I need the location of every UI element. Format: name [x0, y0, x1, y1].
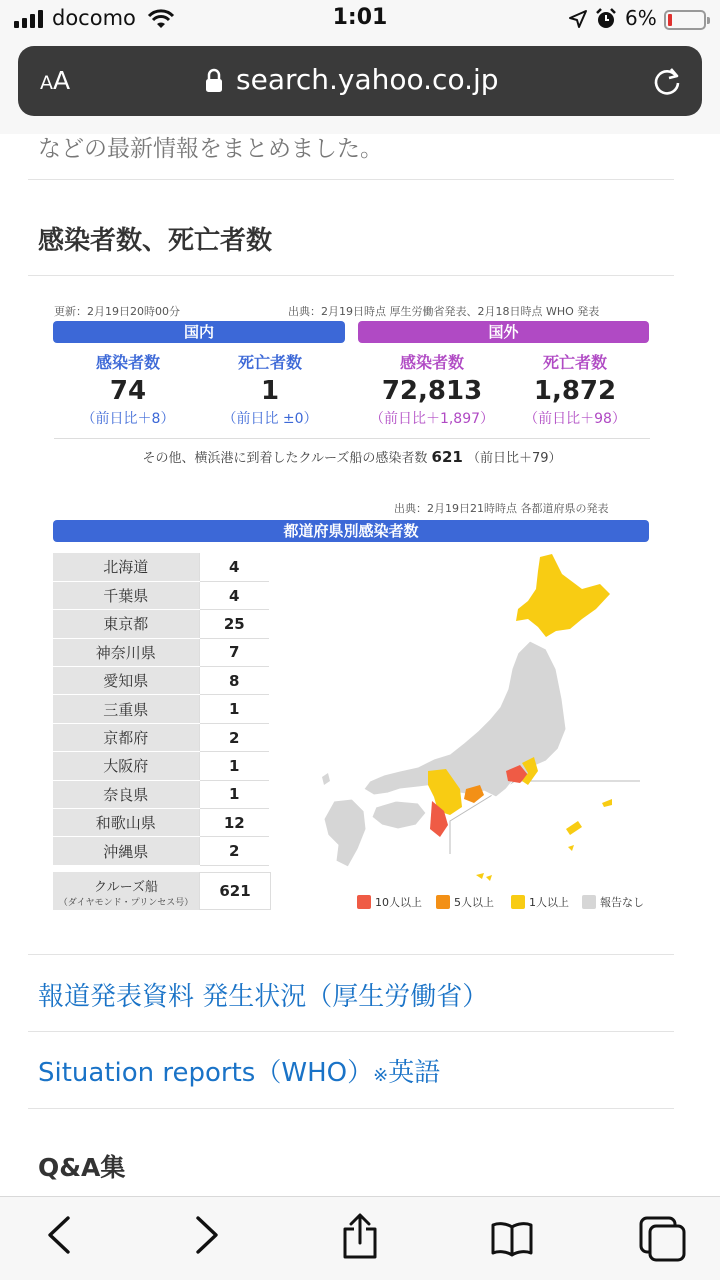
cruise-note-diff: （前日比＋79）	[467, 451, 562, 466]
table-row	[53, 837, 269, 865]
legend-label: 5人以上	[454, 896, 494, 909]
prefecture-name: 神奈川県	[53, 638, 199, 666]
divider	[28, 1031, 674, 1032]
address-bar[interactable]	[18, 46, 702, 116]
clock: 1:01	[332, 5, 388, 30]
section-title: 感染者数、死亡者数	[38, 226, 273, 256]
prefecture-name: 大阪府	[53, 752, 199, 780]
legend-swatch	[357, 895, 371, 909]
prefecture-count: 25	[199, 610, 269, 638]
battery-icon	[664, 10, 706, 30]
prefecture-count: 1	[199, 695, 269, 723]
okinawa-island	[602, 799, 612, 807]
overseas-infected	[357, 350, 507, 428]
table-row	[53, 638, 269, 666]
stat-label: 感染者数	[399, 353, 464, 372]
prefecture-count: 1	[199, 780, 269, 808]
lock-icon	[204, 68, 224, 98]
prefecture-count: 1	[199, 752, 269, 780]
legend-swatch	[582, 895, 596, 909]
share-icon[interactable]	[340, 1213, 380, 1265]
stat-diff: （前日比 ±0）	[222, 411, 318, 427]
cruise-note	[0, 447, 704, 466]
prefecture-band: 都道府県別感染者数	[53, 520, 649, 542]
prefecture-name: 東京都	[53, 610, 199, 638]
status-bar	[0, 0, 720, 42]
legend-item	[436, 894, 494, 910]
cruise-ship-subname: （ダイヤモンド・プリンセス号）	[58, 898, 194, 908]
prefecture-name: 三重県	[53, 695, 199, 723]
table-row	[53, 553, 269, 581]
table-row	[53, 695, 269, 723]
intro-text: などの最新情報をまとめました。	[38, 136, 383, 162]
prefecture-name: 奈良県	[53, 780, 199, 808]
alarm-icon	[594, 7, 618, 35]
who-link[interactable]	[38, 1052, 440, 1089]
carrier-name: docomo	[52, 6, 136, 30]
back-icon[interactable]	[44, 1215, 74, 1259]
stat-value: 1,872	[533, 376, 617, 406]
location-arrow-icon	[568, 9, 588, 33]
stat-label: 死亡者数	[542, 353, 607, 372]
cruise-ship-name: クルーズ船	[94, 880, 158, 895]
legend-label: 報告なし	[600, 896, 644, 909]
domestic-band: 国内	[53, 321, 345, 343]
bookmarks-icon[interactable]	[490, 1219, 534, 1263]
legend-item	[582, 894, 644, 910]
cruise-ship-label	[53, 872, 199, 910]
legend-item	[511, 894, 569, 910]
tabs-icon[interactable]	[638, 1215, 688, 1267]
okinawa-island	[566, 821, 582, 835]
okinawa-island	[568, 845, 574, 851]
browser-header	[0, 42, 720, 134]
page-content	[0, 134, 720, 1196]
legend-item	[357, 894, 422, 910]
prefecture-name: 京都府	[53, 723, 199, 751]
forward-icon[interactable]	[192, 1215, 222, 1259]
browser-toolbar	[0, 1196, 720, 1280]
prefecture-name: 北海道	[53, 553, 199, 581]
table-row	[53, 723, 269, 751]
prefecture-name: 沖縄県	[53, 837, 199, 865]
overseas-band: 国外	[358, 321, 649, 343]
summary-source: 出典：2月19日時点 厚生労働省発表、2月18日時点 WHO 発表	[288, 305, 600, 318]
island	[322, 773, 330, 785]
stat-diff: （前日比＋98）	[524, 411, 626, 427]
prefecture-count: 7	[199, 638, 269, 666]
prefecture-count: 4	[199, 581, 269, 609]
prefecture-table	[53, 553, 269, 866]
prefecture-source: 出典：2月19日21時時点 各都道府県の発表	[394, 502, 609, 515]
prefecture-count: 2	[199, 837, 269, 865]
prefecture-count: 2	[199, 723, 269, 751]
domestic-infected	[53, 350, 203, 428]
kyushu-region	[324, 799, 366, 867]
cruise-note-count: 621	[431, 448, 463, 466]
battery-percent: 6%	[625, 6, 657, 30]
hokkaido-region	[516, 554, 610, 637]
table-row	[53, 610, 269, 638]
prefecture-count: 8	[199, 667, 269, 695]
japan-map	[300, 549, 640, 889]
stat-value: 72,813	[381, 376, 483, 406]
divider	[28, 179, 674, 180]
table-row	[53, 752, 269, 780]
cruise-ship-row	[53, 872, 271, 910]
legend-swatch	[511, 895, 525, 909]
qa-heading: Q&A集	[38, 1153, 126, 1182]
mhlw-link[interactable]: 報道発表資料 発生状況（厚生労働省）	[38, 982, 489, 1012]
stat-label: 死亡者数	[237, 353, 302, 372]
okinawa-island	[486, 875, 492, 881]
domestic-deaths	[195, 350, 345, 428]
divider	[28, 275, 674, 276]
url-text[interactable]: search.yahoo.co.jp	[236, 63, 499, 96]
reload-icon[interactable]	[651, 65, 683, 101]
shikoku-region	[372, 801, 426, 829]
overseas-deaths	[500, 350, 650, 428]
table-row	[53, 809, 269, 837]
legend-label: 10人以上	[375, 896, 422, 909]
legend-label: 1人以上	[529, 896, 569, 909]
table-row	[53, 780, 269, 808]
stat-value: 74	[109, 376, 147, 406]
who-link-note: ※	[373, 1065, 389, 1086]
table-row	[53, 581, 269, 609]
stat-label: 感染者数	[95, 353, 160, 372]
prefecture-count: 12	[199, 809, 269, 837]
prefecture-name: 愛知県	[53, 667, 199, 695]
divider	[28, 1108, 674, 1109]
prefecture-name: 千葉県	[53, 581, 199, 609]
who-link-lang[interactable]: 英語	[388, 1058, 441, 1088]
stat-diff: （前日比＋1,897）	[369, 411, 495, 427]
divider	[54, 438, 650, 439]
cruise-note-text: その他、横浜港に到着したクルーズ船の感染者数	[142, 451, 428, 466]
who-link-text[interactable]: Situation reports（WHO）	[38, 1058, 374, 1088]
table-row	[53, 667, 269, 695]
reader-options-button[interactable]: AA	[40, 66, 71, 95]
okinawa-island	[476, 873, 484, 879]
prefecture-name: 和歌山県	[53, 809, 199, 837]
prefecture-count: 4	[199, 553, 269, 581]
divider	[28, 954, 674, 955]
updated-time: 更新：2月19日20時00分	[54, 305, 180, 318]
stat-value: 1	[260, 376, 280, 406]
stat-diff: （前日比＋8）	[81, 411, 175, 427]
cruise-ship-value: 621	[199, 872, 271, 910]
legend-swatch	[436, 895, 450, 909]
